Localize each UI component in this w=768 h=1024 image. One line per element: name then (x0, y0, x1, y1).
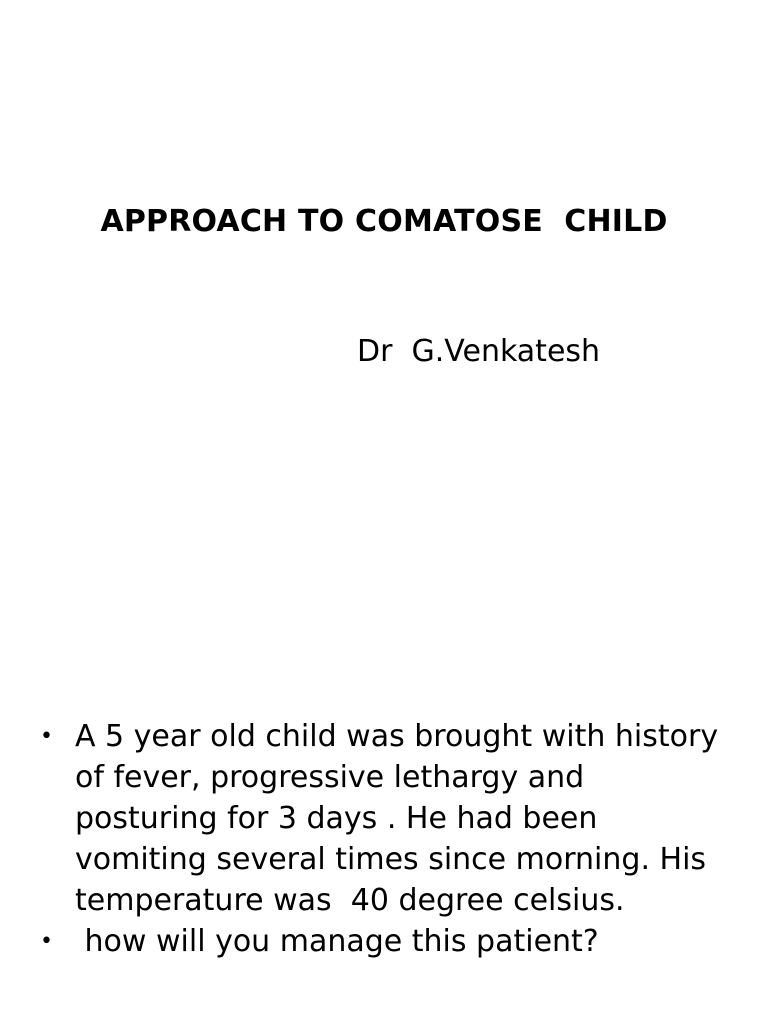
bullet-dot-icon: • (40, 724, 53, 749)
management-question: how will you manage this patient? (75, 924, 599, 959)
bullet-item-question (40, 921, 720, 962)
case-description: A 5 year old child was brought with history of fever, progressive lethargy and posturing for 3 days . He had been vomiting several times since morning. His temperature was 40 degree celsius. (75, 719, 728, 918)
bullet-item-case (40, 716, 728, 921)
bullet-list (40, 716, 728, 962)
slide-title: APPROACH TO COMATOSE CHILD (100, 204, 668, 239)
author-name: Dr G.Venkatesh (357, 334, 601, 369)
bullet-dot-icon: • (40, 929, 53, 954)
